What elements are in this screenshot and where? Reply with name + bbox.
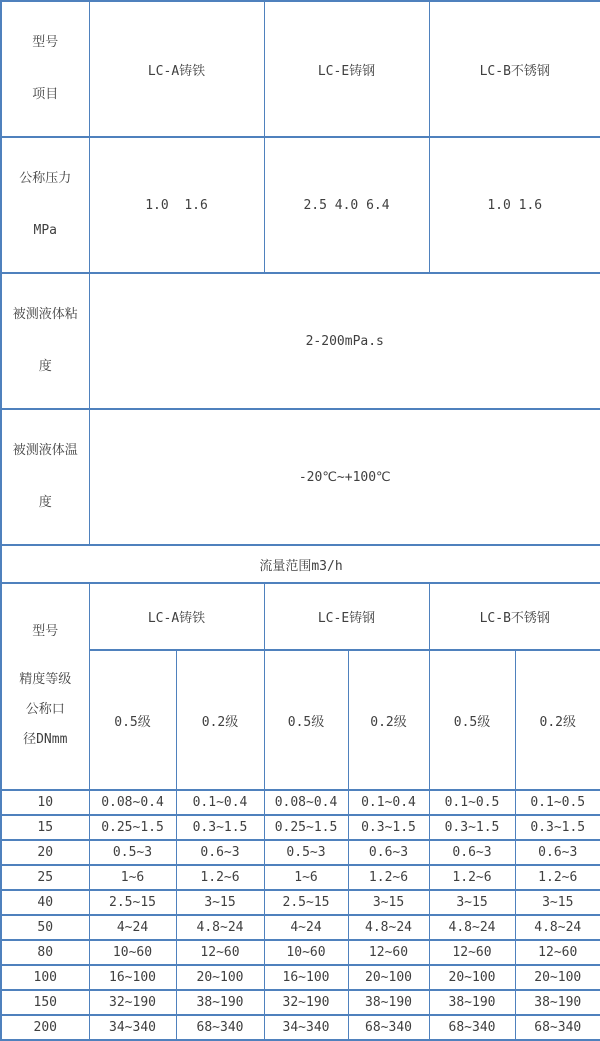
flow-range-cell: 68~340 [515, 1015, 600, 1040]
table-row [1, 137, 600, 273]
viscosity-label: 被测液体粘 [12, 307, 78, 322]
table-row [1, 273, 600, 409]
flow-range-cell: 0.3~1.5 [176, 815, 264, 840]
flow-range-cell: 4.8~24 [429, 915, 515, 940]
flow-range-cell: 2.5~15 [89, 890, 176, 915]
flow-range-cell: 0.3~1.5 [429, 815, 515, 840]
flow-range-cell: 2.5~15 [264, 890, 348, 915]
viscosity-label-suffix: 度 [38, 359, 52, 374]
flow-range-cell: 20~100 [429, 965, 515, 990]
flow-range-cell: 16~100 [264, 965, 348, 990]
pressure-value-cell: 2.5 4.0 6.4 [264, 137, 429, 273]
flow-range-cell: 32~190 [89, 990, 176, 1015]
flow-range-cell: 0.6~3 [348, 840, 429, 865]
flow-range-cell: 0.6~3 [429, 840, 515, 865]
table-row [1, 890, 600, 915]
flow-range-cell: 4.8~24 [348, 915, 429, 940]
model-header: LC-E铸钢 [264, 583, 429, 650]
flow-range-cell: 4.8~24 [176, 915, 264, 940]
accuracy-header: 0.2级 [176, 650, 264, 790]
flow-range-cell: 38~190 [348, 990, 429, 1015]
flow-range-cell: 38~190 [429, 990, 515, 1015]
flow-range-cell: 0.5~3 [264, 840, 348, 865]
flow-range-cell: 68~340 [429, 1015, 515, 1040]
flow-range-cell: 0.6~3 [176, 840, 264, 865]
dn-cell: 10 [1, 790, 89, 815]
temperature-label-suffix: 度 [38, 495, 52, 510]
pressure-label: 公称压力 [19, 171, 72, 186]
dn-cell: 100 [1, 965, 89, 990]
flow-range-cell: 20~100 [176, 965, 264, 990]
flow-range-cell: 4.8~24 [515, 915, 600, 940]
flow-range-cell: 4~24 [264, 915, 348, 940]
flow-range-cell: 1~6 [89, 865, 176, 890]
flow-range-cell: 0.08~0.4 [89, 790, 176, 815]
table-row [1, 865, 600, 890]
flow-corner-line: 精度等级 [19, 672, 72, 687]
pressure-value-cell: 1.0 1.6 [89, 137, 264, 273]
flow-range-cell: 12~60 [176, 940, 264, 965]
flow-range-cell: 10~60 [264, 940, 348, 965]
accuracy-header: 0.5级 [264, 650, 348, 790]
viscosity-label-cell [1, 273, 89, 409]
temperature-value-cell: -20℃~+100℃ [89, 409, 600, 545]
flow-range-cell: 16~100 [89, 965, 176, 990]
flow-range-cell: 10~60 [89, 940, 176, 965]
table-row [1, 915, 600, 940]
flow-range-cell: 0.25~1.5 [89, 815, 176, 840]
flow-range-cell: 0.1~0.4 [176, 790, 264, 815]
corner-label-model: 型号 [32, 35, 59, 50]
flow-range-cell: 20~100 [348, 965, 429, 990]
table-row [1, 1015, 600, 1040]
flow-range-cell: 1~6 [264, 865, 348, 890]
flow-range-cell: 0.3~1.5 [515, 815, 600, 840]
flow-range-cell: 12~60 [348, 940, 429, 965]
flow-corner-line: 径DNmm [23, 732, 68, 747]
table-row [1, 1, 600, 137]
flow-range-cell: 38~190 [515, 990, 600, 1015]
model-header: LC-E铸钢 [264, 1, 429, 137]
table-row [1, 940, 600, 965]
flow-range-cell: 1.2~6 [515, 865, 600, 890]
model-header: LC-B不锈钢 [429, 1, 600, 137]
pressure-value-cell: 1.0 1.6 [429, 137, 600, 273]
model-header: LC-A铸铁 [89, 1, 264, 137]
dn-cell: 200 [1, 1015, 89, 1040]
temperature-label: 被测液体温 [12, 443, 78, 458]
table-row [1, 965, 600, 990]
table-row [1, 990, 600, 1015]
table-row [1, 650, 600, 790]
flow-range-cell: 20~100 [515, 965, 600, 990]
table-row [1, 545, 600, 583]
dn-cell: 50 [1, 915, 89, 940]
flow-range-cell: 0.08~0.4 [264, 790, 348, 815]
flow-corner-cell [1, 583, 89, 790]
flow-range-cell: 3~15 [515, 890, 600, 915]
dn-cell: 40 [1, 890, 89, 915]
table-row [1, 840, 600, 865]
flow-corner-line: 公称口 [25, 702, 65, 717]
viscosity-value-cell: 2-200mPa.s [89, 273, 600, 409]
temperature-label-cell [1, 409, 89, 545]
table-row [1, 790, 600, 815]
accuracy-header: 0.5级 [429, 650, 515, 790]
flow-range-cell: 68~340 [348, 1015, 429, 1040]
dn-cell: 20 [1, 840, 89, 865]
accuracy-header: 0.2级 [515, 650, 600, 790]
flow-range-cell: 12~60 [429, 940, 515, 965]
flow-corner-content [2, 614, 89, 759]
pressure-unit: MPa [33, 223, 57, 238]
flow-range-cell: 0.5~3 [89, 840, 176, 865]
flow-range-section-title: 流量范围m3/h [1, 545, 600, 583]
flow-range-cell: 1.2~6 [348, 865, 429, 890]
corner-header-cell [1, 1, 89, 137]
dn-cell: 150 [1, 990, 89, 1015]
table-row [1, 815, 600, 840]
model-header: LC-A铸铁 [89, 583, 264, 650]
pressure-label-cell [1, 137, 89, 273]
flow-range-cell: 0.1~0.4 [348, 790, 429, 815]
flow-range-cell: 34~340 [89, 1015, 176, 1040]
flow-range-cell: 0.1~0.5 [429, 790, 515, 815]
flow-range-cell: 1.2~6 [429, 865, 515, 890]
dn-cell: 15 [1, 815, 89, 840]
flow-range-cell: 3~15 [429, 890, 515, 915]
accuracy-header: 0.2级 [348, 650, 429, 790]
dn-cell: 25 [1, 865, 89, 890]
flow-range-cell: 68~340 [176, 1015, 264, 1040]
flow-range-cell: 0.6~3 [515, 840, 600, 865]
flow-range-cell: 1.2~6 [176, 865, 264, 890]
flow-range-cell: 38~190 [176, 990, 264, 1015]
flow-range-cell: 4~24 [89, 915, 176, 940]
accuracy-header: 0.5级 [89, 650, 176, 790]
corner-label-item: 项目 [32, 87, 59, 102]
table-row [1, 409, 600, 545]
flow-range-cell: 0.1~0.5 [515, 790, 600, 815]
flow-range-cell: 34~340 [264, 1015, 348, 1040]
dn-cell: 80 [1, 940, 89, 965]
flow-range-cell: 12~60 [515, 940, 600, 965]
table-row [1, 583, 600, 650]
flow-range-cell: 3~15 [348, 890, 429, 915]
model-header: LC-B不锈钢 [429, 583, 600, 650]
flow-range-cell: 0.3~1.5 [348, 815, 429, 840]
flow-range-cell: 3~15 [176, 890, 264, 915]
flow-corner-model-label: 型号 [32, 624, 59, 639]
flow-range-cell: 32~190 [264, 990, 348, 1015]
flow-range-cell: 0.25~1.5 [264, 815, 348, 840]
